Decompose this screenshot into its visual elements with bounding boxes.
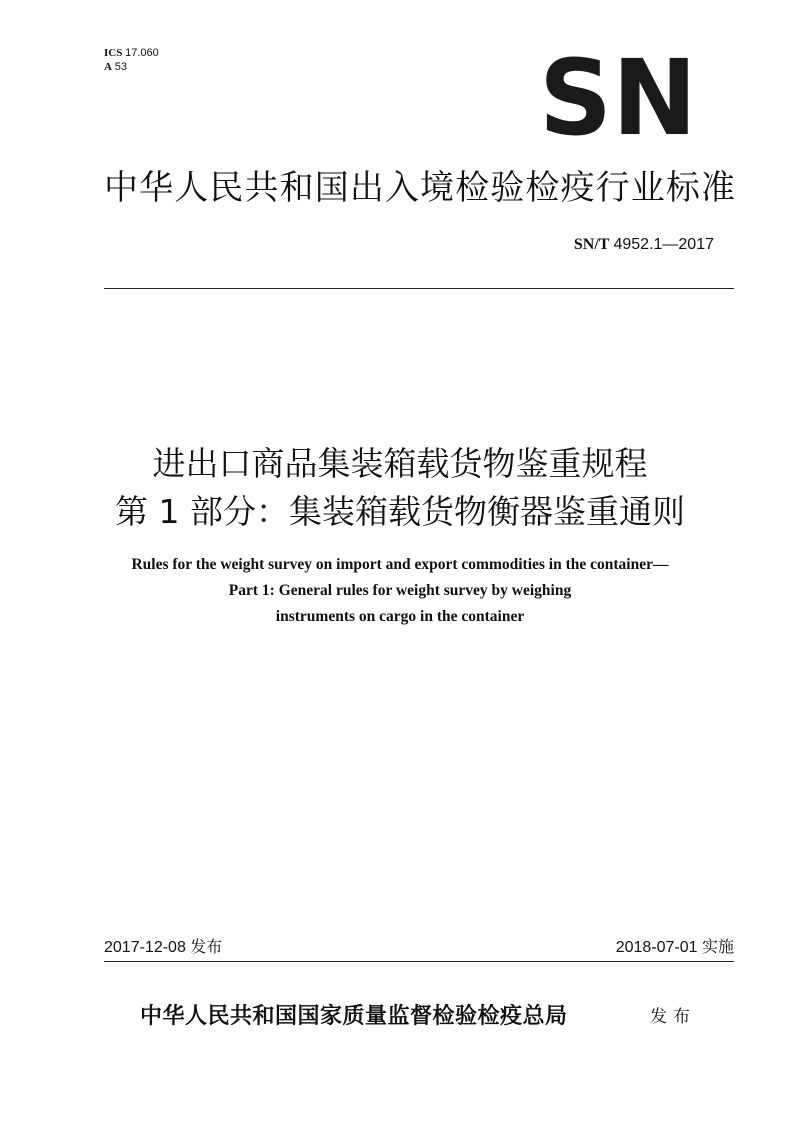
- title-en-line2: Part 1: General rules for weight survey by weighing: [228, 582, 572, 599]
- ics-code: [104, 46, 159, 60]
- sn-logo-graphic: [538, 56, 698, 136]
- title-cn-line2: 第 1 部分：集装箱载货物衡器鉴重通则: [115, 492, 685, 531]
- standard-category: 中华人民共和国出入境检验检疫行业标准: [104, 168, 736, 208]
- sn-logo: [538, 56, 698, 136]
- classification-codes: [104, 46, 159, 74]
- title-en: [0, 552, 800, 630]
- standard-code: 4952.1—2017: [613, 236, 714, 253]
- sn-logo-text: SN: [539, 56, 697, 136]
- title-cn-line1: 进出口商品集装箱载货物鉴重规程: [152, 444, 648, 483]
- issuing-authority: 中华人民共和国国家质量监督检验检疫总局: [140, 1003, 568, 1029]
- issue-date: 2017-12-08 发布: [104, 939, 223, 956]
- ics-label: ICS: [104, 47, 123, 59]
- ccs-code: [104, 60, 159, 74]
- standard-number: [574, 236, 714, 254]
- standard-prefix: SN/T: [573, 236, 610, 253]
- title-en-line1: Rules for the weight survey on import and export commodities in the container—: [131, 556, 669, 573]
- ccs-label: A: [104, 61, 112, 73]
- ics-value: 17.060: [125, 47, 159, 59]
- bottom-divider: [104, 961, 734, 962]
- top-divider: [104, 288, 734, 289]
- ccs-value: 53: [114, 61, 127, 73]
- issue-verb: 发布: [650, 1007, 696, 1027]
- title-en-line3: instruments on cargo in the container: [275, 608, 525, 625]
- effective-date: 2018-07-01 实施: [615, 939, 734, 956]
